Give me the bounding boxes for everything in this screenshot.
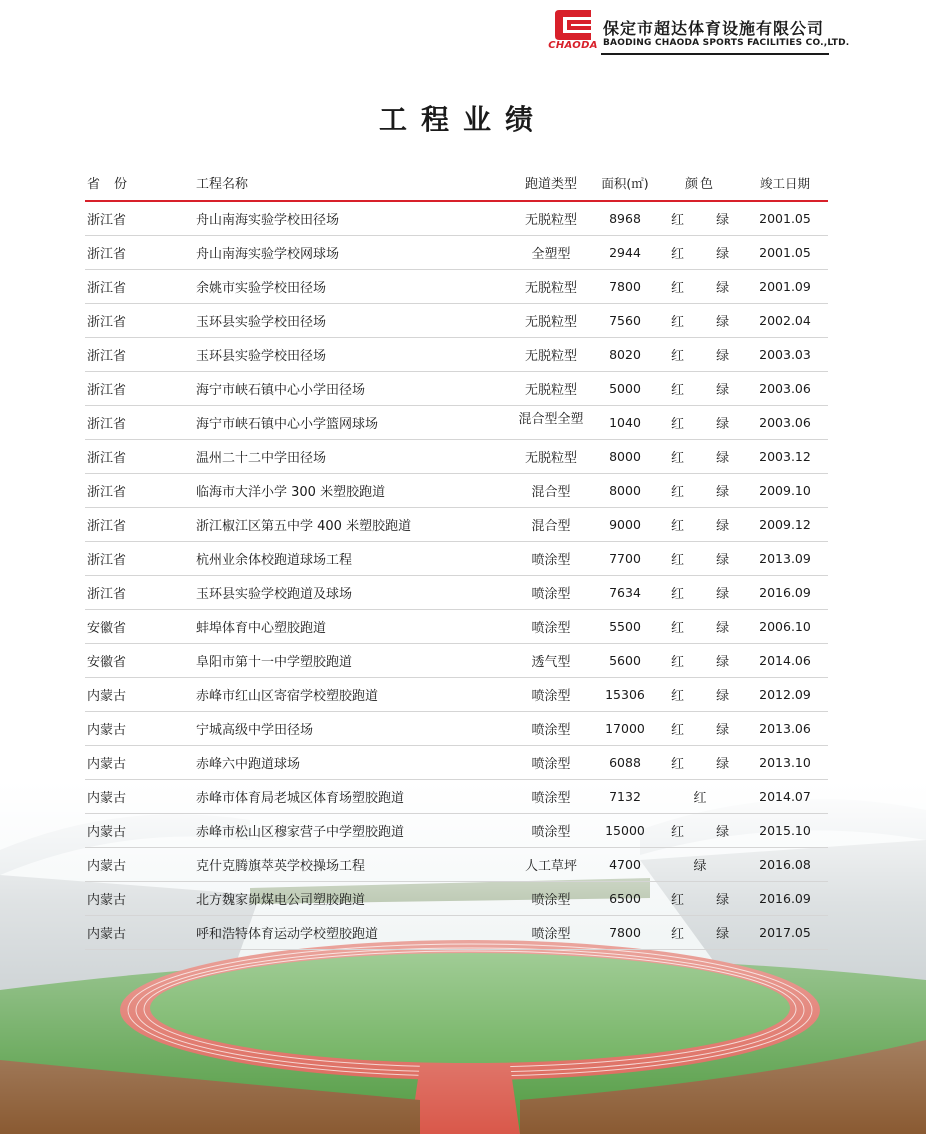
table-row [85, 644, 828, 678]
table-row [85, 678, 828, 712]
cell-track-type: 喷涂型 [531, 587, 571, 602]
table-row [85, 270, 828, 304]
cell-province: 浙江省 [87, 281, 127, 296]
cell-color: 红 绿 [670, 825, 744, 840]
cell-track-type: 无脱粒型 [524, 383, 577, 398]
table-row [85, 814, 828, 848]
cell-area: 8000 [609, 449, 641, 464]
cell-track-type: 喷涂型 [531, 825, 571, 840]
cell-color: 红 绿 [670, 213, 744, 228]
cell-track-type: 无脱粒型 [524, 281, 577, 296]
cell-track-type: 无脱粒型 [524, 349, 577, 364]
cell-track-type: 喷涂型 [531, 757, 571, 772]
table-row [85, 338, 828, 372]
cell-color: 红 绿 [670, 927, 744, 942]
cell-track-type: 混合型 [531, 519, 571, 534]
cell-color: 绿 [693, 859, 721, 874]
cell-project: 临海市大洋小学 300 米塑胶跑道 [196, 485, 386, 500]
project-table [85, 168, 828, 950]
cell-area: 5600 [609, 653, 641, 668]
cell-project: 蚌埠体育中心塑胶跑道 [196, 621, 327, 636]
table-row [85, 202, 828, 236]
cell-project: 阜阳市第十一中学塑胶跑道 [196, 655, 353, 670]
cell-province: 内蒙古 [87, 689, 127, 704]
cell-date: 2009.10 [759, 483, 811, 498]
cell-color: 红 绿 [670, 349, 744, 364]
cell-date: 2016.09 [759, 585, 811, 600]
cell-track-type: 透气型 [531, 655, 571, 670]
cell-area: 6088 [609, 755, 641, 770]
cell-date: 2016.08 [759, 857, 811, 872]
cell-area: 15000 [605, 823, 645, 838]
cell-area: 5500 [609, 619, 641, 634]
cell-date: 2017.05 [759, 925, 811, 940]
cell-project: 温州二十二中学田径场 [196, 451, 327, 466]
cell-province: 浙江省 [87, 315, 127, 330]
cell-area: 7560 [609, 313, 641, 328]
table-row [85, 746, 828, 780]
cell-date: 2006.10 [759, 619, 811, 634]
cell-color: 红 绿 [670, 315, 744, 330]
cell-track-type: 喷涂型 [531, 689, 571, 704]
cell-province: 内蒙古 [87, 791, 127, 806]
table-row [85, 440, 828, 474]
cell-date: 2002.04 [759, 313, 811, 328]
table-row [85, 508, 828, 542]
logo-brand-text: CHAODA [548, 40, 598, 51]
cell-date: 2003.06 [759, 381, 811, 396]
table-row [85, 882, 828, 916]
company-name-cn: 保定市超达体育设施有限公司 [603, 19, 825, 38]
cell-track-type: 喷涂型 [531, 893, 571, 908]
header-divider [601, 53, 829, 55]
cell-area: 7634 [609, 585, 641, 600]
table-row [85, 406, 828, 440]
cell-track-type: 喷涂型 [531, 723, 571, 738]
cell-color: 红 绿 [670, 553, 744, 568]
cell-project: 杭州业余体校跑道球场工程 [196, 553, 353, 568]
cell-project: 海宁市峡石镇中心小学篮网球场 [196, 417, 379, 432]
cell-track-type: 无脱粒型 [524, 315, 577, 330]
chaoda-logo-icon [553, 8, 593, 42]
cell-project: 浙江椒江区第五中学 400 米塑胶跑道 [196, 519, 412, 534]
cell-color: 红 绿 [670, 689, 744, 704]
cell-area: 6500 [609, 891, 641, 906]
cell-date: 2014.06 [759, 653, 811, 668]
cell-province: 内蒙古 [87, 927, 127, 942]
cell-track-type: 无脱粒型 [524, 451, 577, 466]
cell-province: 浙江省 [87, 451, 127, 466]
cell-area: 2944 [609, 245, 641, 260]
cell-project: 舟山南海实验学校网球场 [196, 247, 340, 262]
cell-province: 内蒙古 [87, 825, 127, 840]
cell-date: 2001.09 [759, 279, 811, 294]
table-row [85, 542, 828, 576]
cell-area: 9000 [609, 517, 641, 532]
cell-project: 舟山南海实验学校田径场 [196, 213, 340, 228]
cell-color: 红 绿 [670, 893, 744, 908]
table-row [85, 304, 828, 338]
cell-color: 红 绿 [670, 655, 744, 670]
cell-project: 海宁市峡石镇中心小学田径场 [196, 383, 366, 398]
cell-project: 玉环县实验学校田径场 [196, 349, 327, 364]
cell-area: 8968 [609, 211, 641, 226]
cell-color: 红 绿 [670, 757, 744, 772]
table-row [85, 712, 828, 746]
cell-date: 2003.06 [759, 415, 811, 430]
cell-area: 8000 [609, 483, 641, 498]
table-row [85, 236, 828, 270]
cell-track-type: 喷涂型 [531, 553, 571, 568]
cell-track-type: 喷涂型 [531, 621, 571, 636]
cell-area: 5000 [609, 381, 641, 396]
cell-province: 安徽省 [87, 655, 127, 670]
cell-track-type: 混合型 [531, 485, 571, 500]
cell-province: 内蒙古 [87, 757, 127, 772]
header-project: 工程名称 [196, 177, 249, 192]
table-row [85, 610, 828, 644]
cell-project: 赤峰六中跑道球场 [196, 757, 301, 772]
cell-area: 1040 [609, 415, 641, 430]
cell-color: 红 绿 [670, 519, 744, 534]
cell-project: 克什克腾旗萃英学校操场工程 [196, 859, 366, 874]
company-name-en: BAODING CHAODA SPORTS FACILITIES CO.,LTD. [603, 38, 850, 48]
cell-color: 红 绿 [670, 587, 744, 602]
cell-project: 余姚市实验学校田径场 [196, 281, 327, 296]
cell-color: 红 绿 [670, 485, 744, 500]
cell-date: 2003.03 [759, 347, 811, 362]
cell-color: 红 绿 [670, 723, 744, 738]
cell-track-type: 喷涂型 [531, 927, 571, 942]
cell-area: 17000 [605, 721, 645, 736]
table-row [85, 780, 828, 814]
table-row [85, 474, 828, 508]
table-row [85, 848, 828, 882]
cell-date: 2015.10 [759, 823, 811, 838]
cell-area: 8020 [609, 347, 641, 362]
cell-color: 红 绿 [670, 451, 744, 466]
header-track-type: 跑道类型 [524, 177, 577, 192]
cell-province: 浙江省 [87, 383, 127, 398]
cell-color: 红 绿 [670, 621, 744, 636]
cell-province: 浙江省 [87, 213, 127, 228]
cell-area: 7800 [609, 925, 641, 940]
cell-date: 2013.10 [759, 755, 811, 770]
cell-project: 北方魏家峁煤电公司塑胶跑道 [196, 893, 366, 908]
cell-project: 呼和浩特体育运动学校塑胶跑道 [196, 927, 379, 942]
cell-area: 7700 [609, 551, 641, 566]
cell-date: 2016.09 [759, 891, 811, 906]
cell-project: 玉环县实验学校跑道及球场 [196, 587, 353, 602]
header-completion-date: 竣工日期 [759, 176, 810, 191]
cell-track-type: 喷涂型 [531, 791, 571, 806]
cell-color: 红 绿 [670, 417, 744, 432]
table-row [85, 576, 828, 610]
cell-date: 2012.09 [759, 687, 811, 702]
cell-date: 2001.05 [759, 211, 811, 226]
cell-area: 7132 [609, 789, 641, 804]
cell-date: 2009.12 [759, 517, 811, 532]
header-province: 省份 [87, 177, 142, 192]
cell-area: 15306 [605, 687, 645, 702]
cell-province: 内蒙古 [87, 893, 127, 908]
cell-track-type: 人工草坪 [524, 859, 577, 874]
cell-province: 浙江省 [87, 553, 127, 568]
cell-project: 赤峰市红山区寄宿学校塑胶跑道 [196, 689, 379, 704]
table-row [85, 372, 828, 406]
cell-province: 浙江省 [87, 587, 127, 602]
cell-date: 2001.05 [759, 245, 811, 260]
cell-province: 浙江省 [87, 485, 127, 500]
cell-project: 赤峰市体育局老城区体育场塑胶跑道 [196, 791, 405, 806]
cell-color: 红 绿 [670, 247, 744, 262]
cell-date: 2013.06 [759, 721, 811, 736]
cell-project: 宁城高级中学田径场 [196, 723, 314, 738]
page-title: 工程业绩 [378, 103, 547, 136]
cell-province: 浙江省 [87, 519, 127, 534]
company-logo-block [545, 6, 850, 54]
cell-province: 安徽省 [87, 621, 127, 636]
cell-date: 2013.09 [759, 551, 811, 566]
cell-area: 4700 [609, 857, 641, 872]
cell-province: 内蒙古 [87, 859, 127, 874]
cell-color: 红 绿 [670, 383, 744, 398]
cell-project: 赤峰市松山区穆家营子中学塑胶跑道 [196, 825, 405, 840]
cell-date: 2003.12 [759, 449, 811, 464]
cell-province: 浙江省 [87, 247, 127, 262]
table-body [85, 202, 828, 950]
cell-province: 内蒙古 [87, 723, 127, 738]
cell-province: 浙江省 [87, 349, 127, 364]
cell-color: 红 [693, 791, 721, 806]
cell-track-type: 混合型全塑 [518, 412, 584, 427]
cell-date: 2014.07 [759, 789, 811, 804]
header-area: 面积(㎡) [601, 176, 649, 191]
table-header-row [85, 168, 828, 202]
cell-area: 7800 [609, 279, 641, 294]
header-color: 颜色 [684, 177, 715, 192]
cell-track-type: 全塑型 [531, 247, 571, 262]
cell-province: 浙江省 [87, 417, 127, 432]
table-row [85, 916, 828, 950]
cell-track-type: 无脱粒型 [524, 213, 577, 228]
cell-color: 红 绿 [670, 281, 744, 296]
cell-project: 玉环县实验学校田径场 [196, 315, 327, 330]
